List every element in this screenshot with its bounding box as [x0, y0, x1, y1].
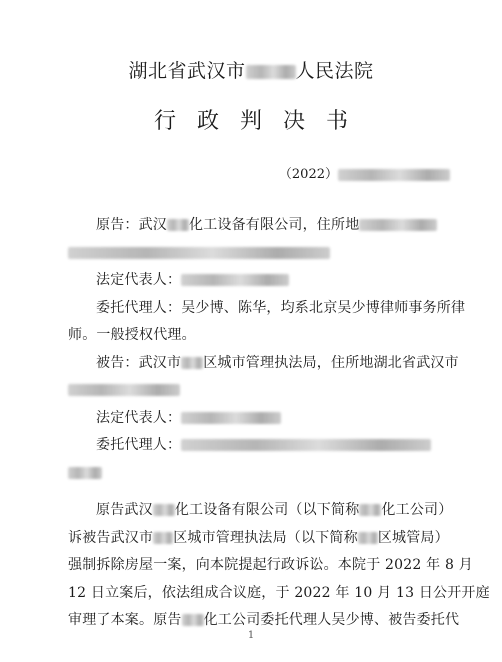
plaintiff-line: [68, 212, 450, 240]
narrative-text: 化工公司）: [381, 502, 453, 518]
redacted-company-short: [153, 504, 175, 516]
plaintiff-agent-line: [68, 295, 466, 323]
court-name: [0, 56, 502, 83]
redacted-address-cont: [68, 247, 330, 259]
narrative-text: 审理了本案。原告: [68, 612, 182, 628]
redacted-company-short-2: [182, 614, 204, 626]
narrative-line-3: [68, 552, 473, 580]
redacted-address: [359, 219, 437, 231]
narrative-line-4: [68, 580, 490, 608]
defendant-agent-line-2: [68, 460, 450, 488]
redacted-district: [246, 65, 296, 79]
paragraph-gap: [68, 487, 450, 497]
redacted-legal-rep: [181, 274, 289, 286]
plaintiff-legal-rep-line: [68, 267, 450, 295]
defendant-prefix: 被告：武汉市: [96, 354, 182, 371]
narrative-text: 强制拆除房屋一案，向本院提起行政诉讼。本院于 2022 年 8 月: [68, 557, 473, 573]
narrative-text: 区城市管理执法局（以下简称: [173, 529, 358, 546]
redacted-district-3: [153, 532, 173, 544]
narrative-line-2: [68, 525, 450, 553]
redacted-company-abbrev: [359, 504, 381, 516]
plaintiff-text: 化工设备有限公司，住所地: [189, 217, 360, 233]
defendant-address-line: [68, 377, 450, 405]
narrative-text: 区城管局）: [377, 529, 449, 546]
plaintiff-address-line: [68, 240, 450, 268]
legal-rep-label: 法定代表人：: [96, 272, 182, 288]
document-body: [68, 212, 490, 635]
redacted-def-agent-cont: [68, 467, 102, 479]
narrative-text: 化工公司委托代理人吴少博、被告委托代: [203, 612, 460, 628]
redacted-case-number: [338, 169, 450, 181]
narrative-text: 原告武汉: [96, 502, 153, 518]
redacted-defendant-address: [68, 384, 180, 396]
narrative-text: 诉被告武汉市: [68, 529, 154, 546]
defendant-text: 区城市管理执法局，住所地湖北省武汉市: [203, 354, 459, 371]
plaintiff-agent-line-2: [68, 322, 450, 350]
redacted-def-legal-rep: [181, 412, 281, 424]
def-legal-rep-label: 法定代表人：: [96, 409, 182, 426]
case-number-year: （2022）: [278, 167, 338, 182]
plaintiff-prefix: 原告：武汉: [96, 217, 167, 233]
document-title: 行政判决书: [153, 109, 369, 134]
court-name-prefix: 湖北省武汉市: [128, 60, 246, 82]
def-agent-label: 委托代理人：: [96, 437, 182, 453]
agent-text-cont: 师。一般授权代理。: [68, 327, 196, 343]
redacted-district-abbrev: [358, 532, 378, 544]
redacted-company-name: [167, 219, 189, 231]
redacted-district-2: [181, 357, 203, 369]
defendant-legal-rep-line: [68, 405, 450, 433]
case-number: [279, 163, 450, 182]
defendant-agent-line: [68, 432, 450, 460]
agent-text: 委托代理人：吴少博、陈华，均系北京吴少博律师事务所律: [96, 299, 466, 316]
narrative-line-1: [68, 497, 453, 525]
redacted-def-agent: [181, 439, 431, 451]
page-number: 1: [247, 630, 255, 641]
narrative-text: 化工设备有限公司（以下简称: [174, 502, 360, 518]
narrative-text: 12 日立案后，依法组成合议庭，于 2022 年 10 月 13 日公开开庭: [68, 584, 490, 601]
court-name-suffix: 人民法院: [295, 60, 374, 82]
defendant-line: [68, 350, 459, 378]
